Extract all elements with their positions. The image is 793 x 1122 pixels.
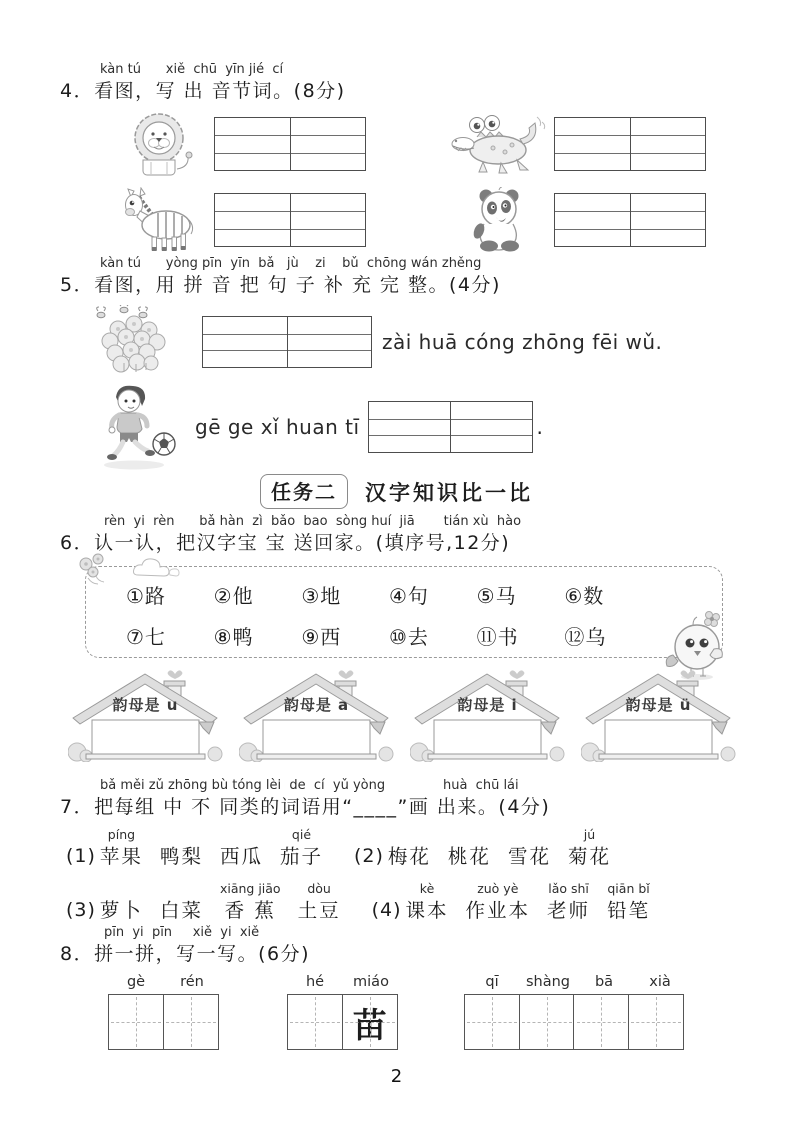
q6-item: ⑥数 (564, 584, 605, 608)
q8-pinyin-label: gè (126, 974, 146, 990)
house-label: 韵母是 ü (625, 696, 692, 714)
q8-pinyin-label: miáo (353, 974, 389, 990)
q7-group-label: (1) (66, 845, 96, 867)
house-v (581, 664, 736, 762)
house-label: 韵母是 i (457, 696, 518, 714)
q5-header (0, 256, 793, 298)
flowers-bees-image (88, 305, 188, 379)
q7-row1: (1) píng 苹果 鸭梨 西瓜 qié 茄子 (2) 梅花 桃花 雪花 jú 菊花 (66, 827, 611, 868)
q7-word: 茄子 (279, 845, 323, 868)
house-a (239, 664, 394, 762)
q6-pinyin: rèn yi rèn bǎ hàn zì bǎo bao sòng huí jiā tián xù hào (104, 514, 522, 529)
q7-title: 7．把每组 中 不 同类的词语用“____”画 出来。(4分) (60, 796, 551, 818)
q6-item: ⑤马 (476, 584, 517, 608)
q7-group-label: (2) (353, 845, 384, 867)
q5-row2 (0, 380, 793, 474)
q7-header (0, 778, 793, 820)
writing-cell (108, 994, 164, 1050)
q8-pinyin: pīn yi pīn xiě yi xiě (104, 925, 260, 940)
q7-word: 老师 (547, 899, 591, 922)
q6-houses-row (0, 664, 793, 762)
q8-pinyin-label: shàng (525, 974, 571, 990)
writing-cell (573, 994, 629, 1050)
q6-item: ⑨西 (301, 625, 342, 649)
house-label: 韵母是 a (283, 696, 350, 714)
writing-cell (287, 994, 343, 1050)
q5-answer-grid-1 (202, 316, 372, 368)
q6-title: 6．认一认，把汉字宝 宝 送回家。(填序号,12分) (60, 532, 511, 554)
q8-header (0, 925, 793, 967)
q8-pinyin-label: bā (594, 974, 614, 990)
q6-character-box-section (0, 566, 793, 661)
q4-header (0, 62, 793, 104)
q4-answer-grid-zebra (214, 193, 366, 247)
task2-title: 汉字知识比一比 (365, 480, 534, 505)
q4-title: 4．看图，写 出 音节词。(8分) (60, 80, 346, 102)
q7-word: 作业本 (465, 899, 531, 922)
boy-kicking-ball-image (92, 380, 187, 474)
q4-answer-grid-panda (554, 193, 706, 247)
writing-cell (163, 994, 219, 1050)
writing-cell (628, 994, 684, 1050)
q6-item: ④句 (388, 584, 429, 608)
writing-cell (464, 994, 520, 1050)
q8-title: 8．拼一拼，写一写。(6分) (60, 943, 311, 965)
q4-pinyin: kàn tú xiě chū yīn jié cí (100, 62, 284, 77)
q6-item: ⑫乌 (564, 625, 607, 649)
q7-word: 铅笔 (607, 899, 651, 922)
q8-group-1 (108, 974, 220, 1050)
q8-group-2 (287, 974, 399, 1050)
writing-cell-miao: 苗 (342, 994, 398, 1050)
page-number: 2 (390, 1066, 403, 1087)
q8-pinyin-label: hé (305, 974, 325, 990)
lion-image (104, 111, 214, 177)
q7-group-label: (3) (66, 899, 96, 921)
task2-badge: 任务二 (260, 474, 348, 509)
q7-word: 雪花 (507, 845, 551, 868)
q6-item: ①路 (126, 584, 166, 608)
q6-item: ⑦七 (126, 625, 166, 649)
q6-character-box (85, 566, 723, 658)
house-label: 韵母是 u (112, 696, 179, 714)
cloud-decoration (130, 555, 188, 583)
house-i (410, 664, 565, 762)
q4-answer-grid-crocodile (554, 117, 706, 171)
q5-sentence-2-period: . (536, 415, 543, 439)
q4-answer-area (0, 110, 793, 254)
q4-item-panda (444, 186, 744, 254)
q7-pinyin: bǎ měi zǔ zhōng bù tóng lèi de cí yǔ yòng huà chū lái (100, 778, 519, 793)
q4-item-zebra (104, 186, 444, 254)
q7-word: 梅花 (387, 845, 431, 868)
flower-decoration (76, 552, 128, 594)
q4-answer-grid-lion (214, 117, 366, 171)
q7-word: 香 蕉 (224, 899, 276, 922)
q5-row1 (0, 305, 793, 379)
q5-sentence-1: zài huā cóng zhōng fēi wǔ. (382, 330, 663, 354)
q6-item: ⑧鸭 (213, 625, 254, 649)
q6-item: ⑪书 (476, 625, 519, 649)
q6-item: ⑩去 (388, 625, 429, 649)
q7-word: 土豆 (297, 899, 341, 922)
zebra-image (104, 187, 214, 253)
q6-header (0, 514, 793, 556)
house-u (68, 664, 223, 762)
q7-word: 苹果 (99, 845, 143, 868)
q6-item: ③地 (301, 584, 342, 608)
q7-word: 课本 (405, 899, 449, 922)
q8-group-3 (464, 974, 688, 1050)
q7-row2: (3) 萝卜 白菜 xiāng jiāo 香 蕉 dòu 土豆 (4) kè 课本 zuò yè 作业本 lǎo shī 老师 qiān bǐ 铅笔 (66, 881, 651, 922)
q7-word: 鸭梨 (159, 845, 203, 868)
q6-item: ②他 (213, 584, 254, 608)
q4-item-crocodile (444, 110, 744, 178)
writing-cell (519, 994, 575, 1050)
q7-group-label: (4) (371, 899, 402, 921)
q7-word: 桃花 (447, 845, 491, 868)
q5-sentence-2-prefix: gē ge xǐ huan tī (195, 415, 360, 439)
q7-word: 菊花 (567, 845, 611, 868)
q4-item-lion (104, 110, 444, 178)
crocodile-image (444, 113, 554, 175)
q7-word: 白菜 (159, 899, 203, 922)
q8-pinyin-label: xià (649, 974, 671, 990)
q8-pinyin-label: rén (180, 974, 204, 990)
q8-pinyin-label: qī (485, 974, 499, 990)
q7-word: 西瓜 (219, 845, 263, 868)
panda-image (444, 187, 554, 253)
task2-header (0, 474, 793, 509)
q8-answer-area (0, 974, 793, 1074)
q5-pinyin: kàn tú yòng pīn yīn bǎ jù zi bǔ chōng wán zhěng (100, 256, 482, 271)
q5-title: 5．看图，用 拼 音 把 句 子 补 充 完 整。(4分) (60, 274, 501, 296)
q7-word: 萝卜 (99, 899, 143, 922)
q5-answer-grid-2 (368, 401, 533, 453)
